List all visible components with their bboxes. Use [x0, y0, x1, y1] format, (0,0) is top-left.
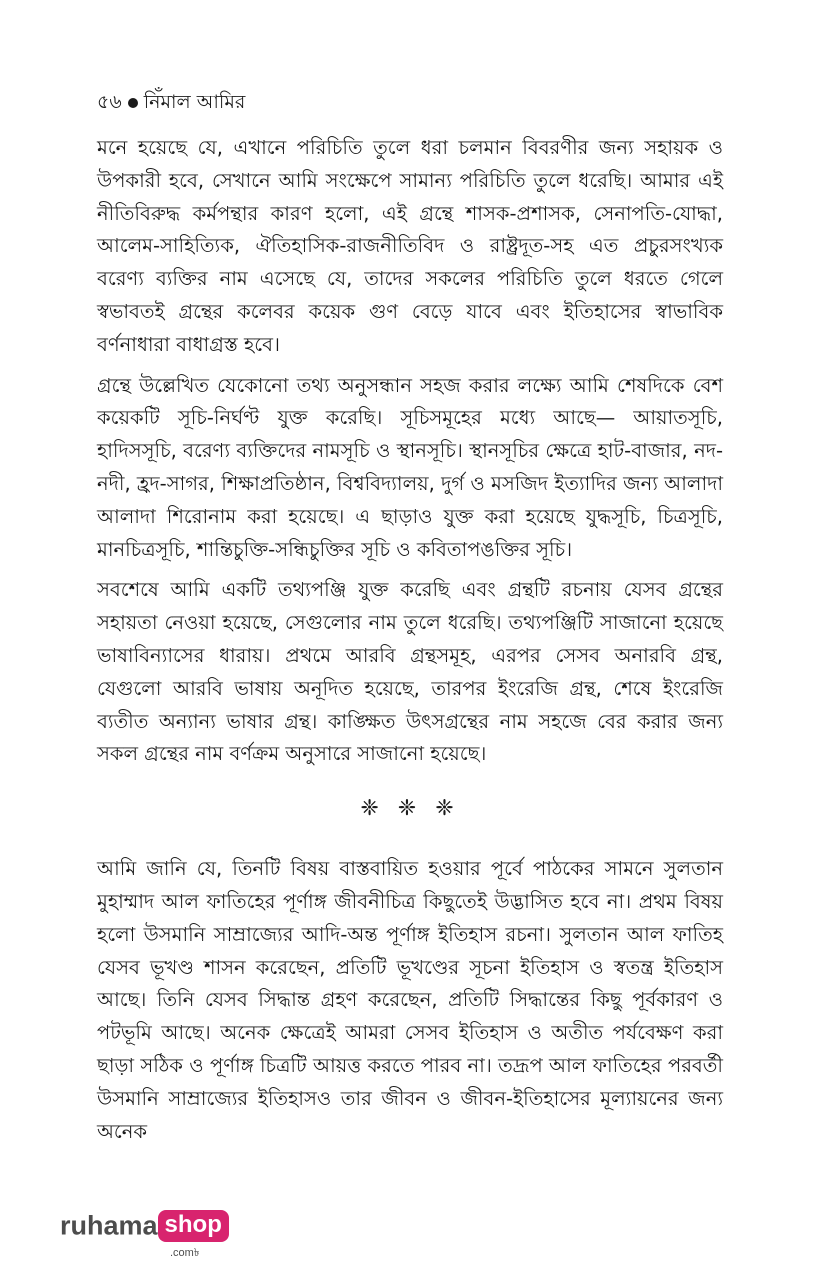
logo-text-shop: shop — [158, 1210, 229, 1242]
page-body — [97, 132, 723, 1156]
publisher-logo — [60, 1210, 229, 1259]
page-number: ৫৬ — [97, 91, 122, 113]
bullet-dot-icon — [128, 98, 138, 108]
running-title: নিঁমাল আমির — [143, 91, 246, 113]
logo-domain-suffix: .com৳ — [170, 1247, 200, 1259]
logo-text-ruhama: ruhama — [60, 1210, 158, 1241]
paragraph-2: গ্রন্থে উল্লেখিত যেকোনো তথ্য অনুসন্ধান সহজ করার লক্ষ্যে আমি শেষদিকে বেশ কয়েকটি সূচি-নির্ঘণ্ট যুক্ত করেছি। সূচিসমূহের মধ্যে আছে— আয়াতসূচি, হাদিসসূচি, বরেণ্য ব্যক্তিদের নামসূচি ও স্থানসূচি। স্থানসূচির ক্ষেত্রে হাট-বাজার, নদ-নদী, হ্রদ-সাগর, শিক্ষাপ্রতিষ্ঠান, বিশ্ববিদ্যালয়, দুর্গ ও মসজিদ ইত্যাদির জন্য আলাদা আলাদা শিরোনাম করা হয়েছে। এ ছাড়াও যুক্ত করা হয়েছে যুদ্ধসূচি, চিত্রসূচি, মানচিত্রসূচি, শান্তিচুক্তি-সন্ধিচুক্তির সূচি ও কবিতাপঙক্তির সূচি। — [97, 373, 723, 561]
section-separator: ❈ ❈ ❈ — [360, 796, 460, 822]
paragraph-1: মনে হয়েছে যে, এখানে পরিচিতি তুলে ধরা চলমান বিবরণীর জন্য সহায়ক ও উপকারী হবে, সেখানে আমি সংক্ষেপে সামান্য পরিচিতি তুলে ধরেছি। আমার এই নীতিবিরুদ্ধ কর্মপন্থার কারণ হলো, এই গ্রন্থে শাসক-প্রশাসক, সেনাপতি-যোদ্ধা, আলেম-সাহিত্যিক, ঐতিহাসিক-রাজনীতিবিদ ও রাষ্ট্রদূত-সহ এত প্রচুরসংখ্যক বরেণ্য ব্যক্তির নাম এসেছে যে, তাদের সকলের পরিচিতি তুলে ধরতে গেলে স্বভাবতই গ্রন্থের কলেবর কয়েক গুণ বেড়ে যাবে এবং ইতিহাসের স্বাভাবিক বর্ণনাধারা বাধাগ্রস্ত হবে। — [97, 136, 723, 356]
paragraph-4: আমি জানি যে, তিনটি বিষয় বাস্তবায়িত হওয়ার পূর্বে পাঠকের সামনে সুলতান মুহাম্মাদ আল ফাতিহের পূর্ণাঙ্গ জীবনীচিত্র কিছুতেই উদ্ভাসিত হবে না। প্রথম বিষয় হলো উসমানি সাম্রাজ্যের আদি-অন্ত পূর্ণাঙ্গ ইতিহাস রচনা। সুলতান আল ফাতিহ যেসব ভূখণ্ড শাসন করেছেন, প্রতিটি ভূখণ্ডের সূচনা ইতিহাস ও স্বতন্ত্র ইতিহাস আছে। তিনি যেসব সিদ্ধান্ত গ্রহণ করেছেন, প্রতিটি সিদ্ধান্তের কিছু পূর্বকারণ ও পটভূমি আছে। অনেক ক্ষেত্রেই আমরা সেসব ইতিহাস ও অতীত পর্যবেক্ষণ করা ছাড়া সঠিক ও পূর্ণাঙ্গ চিত্রটি আয়ত্ত করতে পারব না। তদ্রূপ আল ফাতিহের পরবর্তী উসমানি সাম্রাজ্যের ইতিহাসও তার জীবন ও জীবন-ইতিহাসের মূল্যায়নের জন্য অনেক — [97, 857, 723, 1143]
paragraph-3: সবশেষে আমি একটি তথ্যপঞ্জি যুক্ত করেছি এবং গ্রন্থটি রচনায় যেসব গ্রন্থের সহায়তা নেওয়া হয়েছে, সেগুলোর নাম তুলে ধরেছি। তথ্যপঞ্জিটি সাজানো হয়েছে ভাষাবিন্যাসের ধারায়। প্রথমে আরবি গ্রন্থসমূহ, এরপর সেসব অনারবি গ্রন্থ, যেগুলো আরবি ভাষায় অনূদিত হয়েছে, তারপর ইংরেজি গ্রন্থ, শেষে ইংরেজি ব্যতীত অন্যান্য ভাষার গ্রন্থ। কাঙ্ক্ষিত উৎসগ্রন্থের নাম সহজে বের করার জন্য সকল গ্রন্থের নাম বর্ণক্রম অনুসারে সাজানো হয়েছে। — [97, 578, 723, 766]
page-header — [97, 88, 245, 116]
